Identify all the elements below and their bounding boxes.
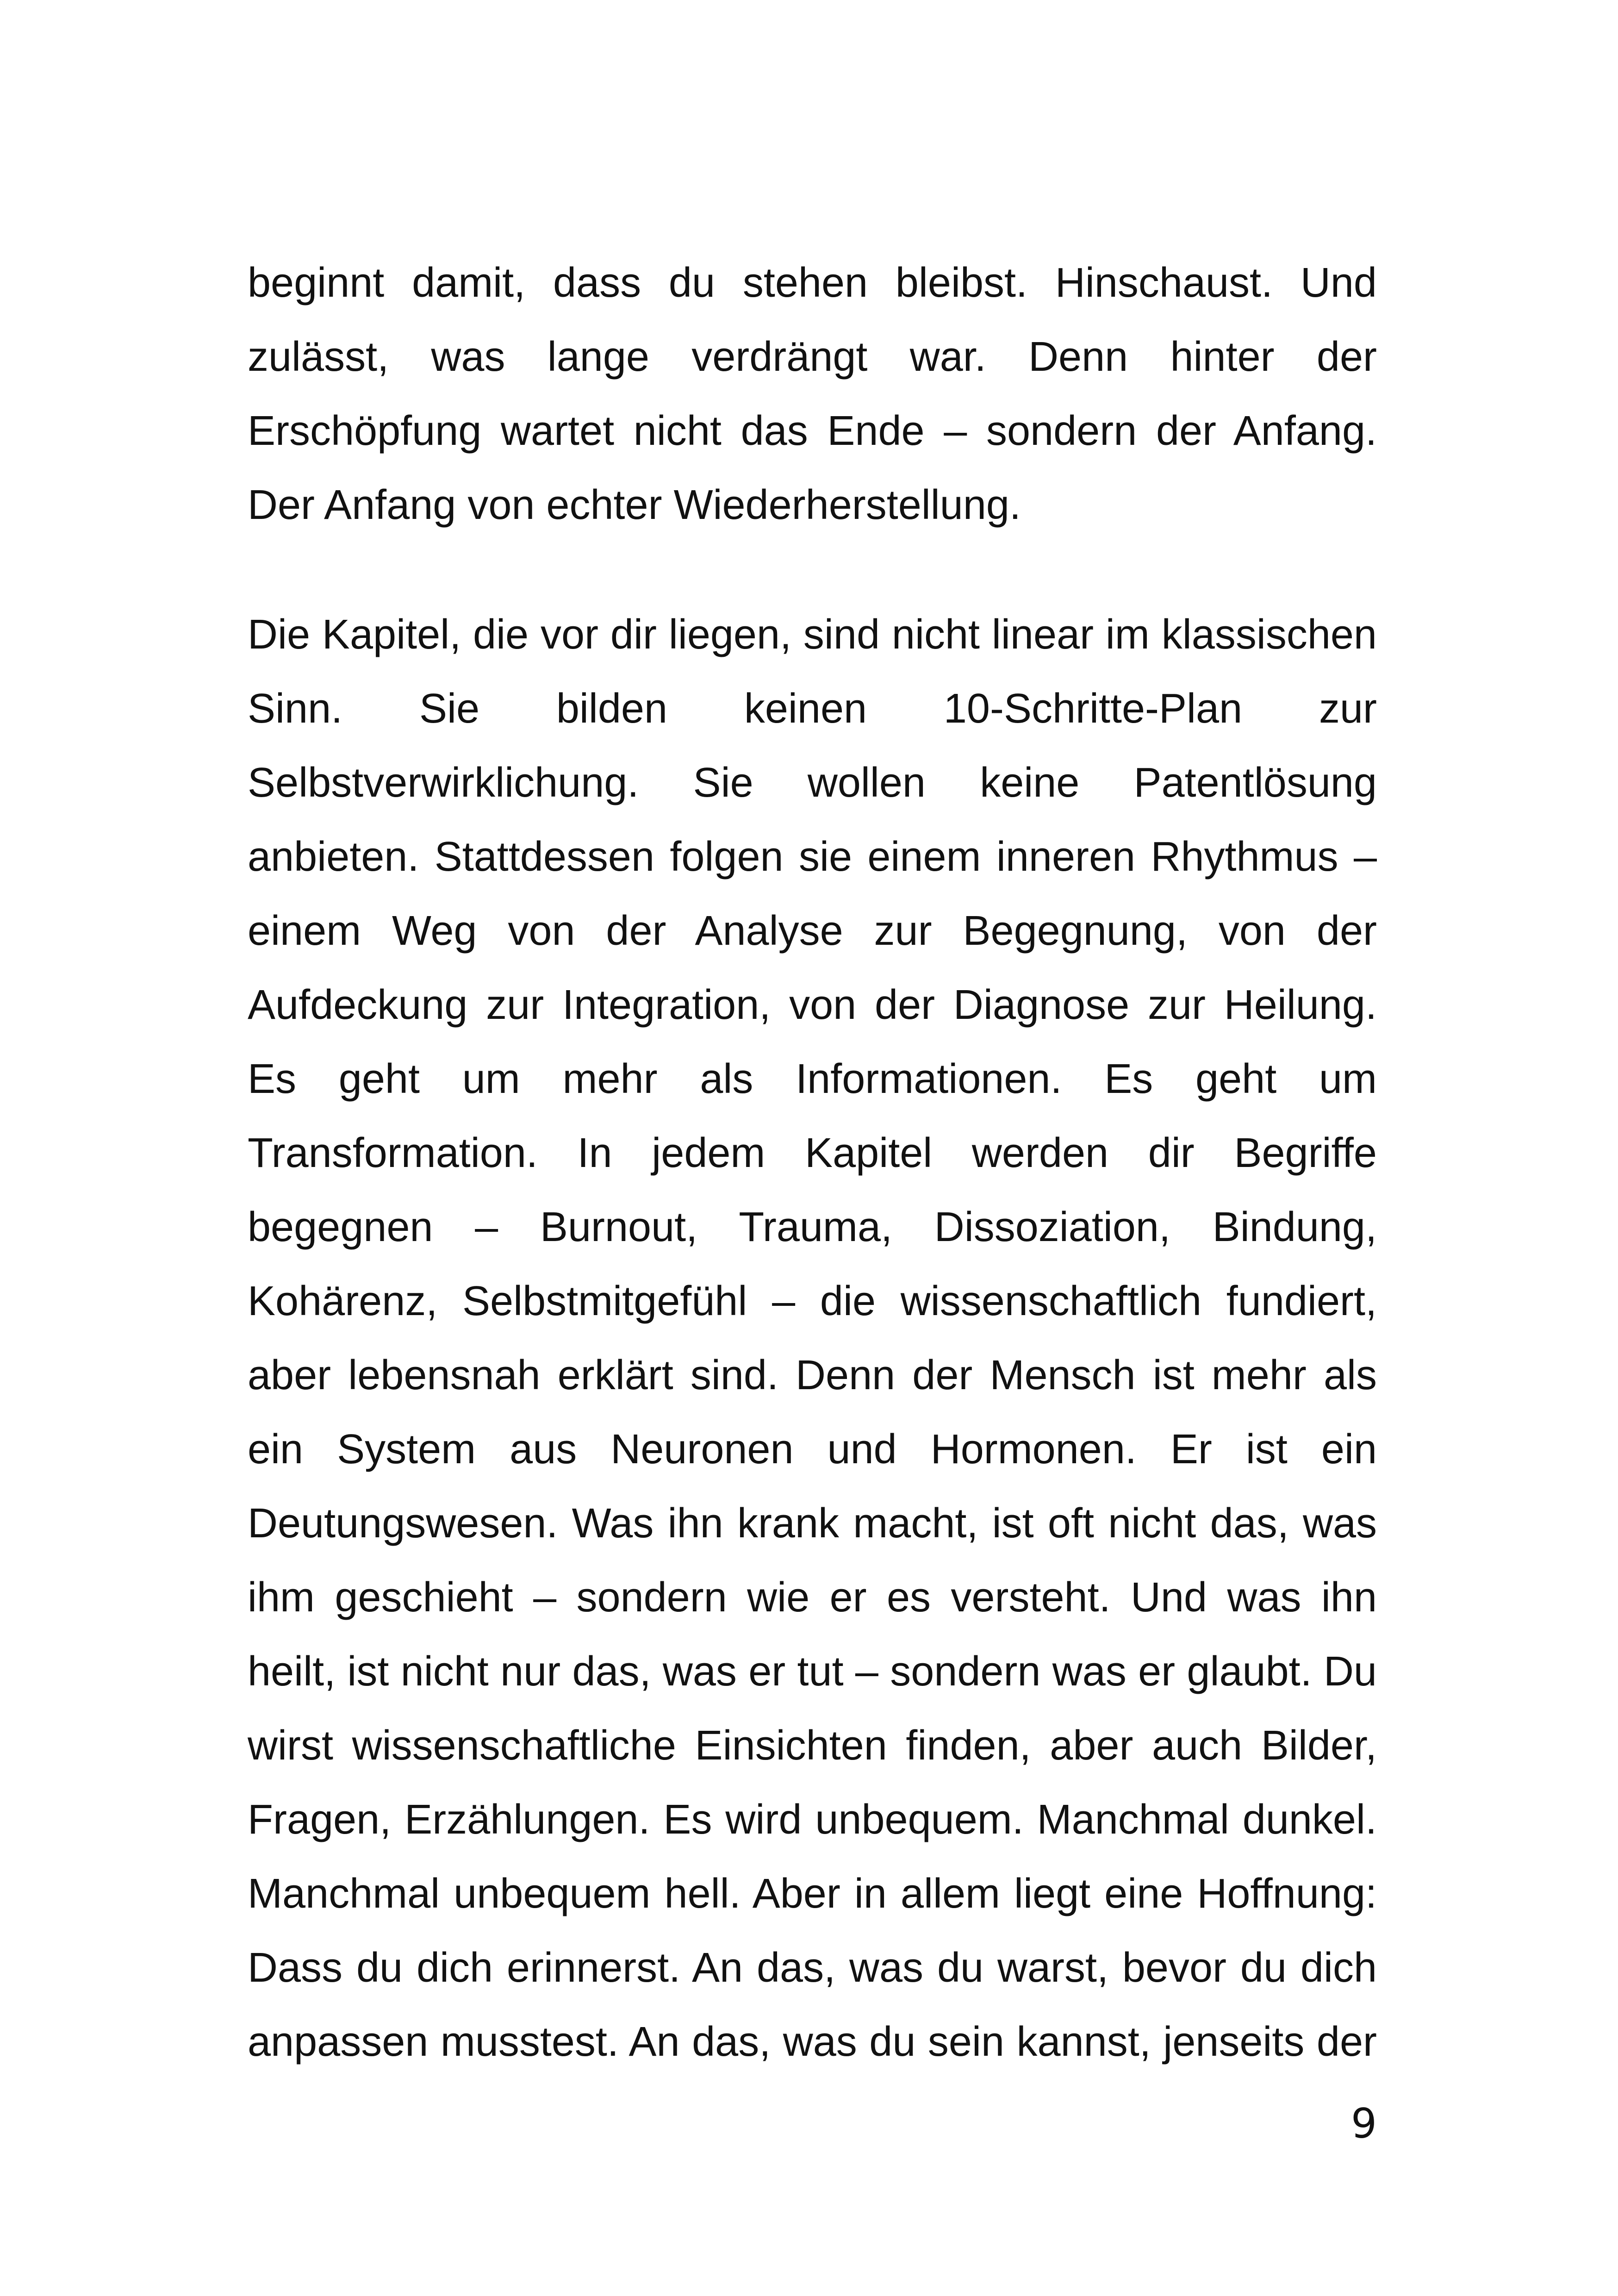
text-line: Deutungswesen. Was ihn krank macht, ist oft nicht das, was [248, 1500, 1377, 1547]
paragraph-2 [248, 598, 1377, 2079]
text-line: Kohärenz, Selbstmitgefühl – die wissenschaftlich fundiert, [248, 1278, 1377, 1324]
text-line: ihm geschieht – sondern wie er es versteht. Und was ihn [248, 1574, 1377, 1621]
paragraph-1 [248, 246, 1377, 542]
text-line: Transformation. In jedem Kapitel werden dir Begriffe [248, 1130, 1377, 1176]
text-line: begegnen – Burnout, Trauma, Dissoziation, Bindung, [248, 1204, 1377, 1250]
text-line: Der Anfang von echter Wiederherstellung. [248, 482, 1021, 528]
text-line: Manchmal unbequem hell. Aber in allem liegt eine Hoffnung: [248, 1871, 1377, 1917]
text-line: Erschöpfung wartet nicht das Ende – sondern der Anfang. [248, 408, 1377, 454]
text-line: Dass du dich erinnerst. An das, was du warst, bevor du dich [248, 1945, 1377, 1991]
text-line: Die Kapitel, die vor dir liegen, sind nicht linear im klassischen [248, 611, 1377, 658]
text-line: Selbstverwirklichung. Sie wollen keine Patentlösung [248, 760, 1377, 806]
text-line: einem Weg von der Analyse zur Begegnung, von der [248, 908, 1377, 954]
text-line: wirst wissenschaftliche Einsichten finden, aber auch Bilder, [248, 1722, 1377, 1769]
text-line: anbieten. Stattdessen folgen sie einem inneren Rhythmus – [248, 834, 1377, 880]
text-line: ein System aus Neuronen und Hormonen. Er ist ein [248, 1426, 1377, 1472]
text-line: beginnt damit, dass du stehen bleibst. Hinschaust. Und [248, 260, 1377, 306]
text-line: Es geht um mehr als Informationen. Es geht um [248, 1056, 1377, 1102]
text-line: aber lebensnah erklärt sind. Denn der Mensch ist mehr als [248, 1352, 1377, 1398]
text-line: anpassen musstest. An das, was du sein kannst, jenseits der [248, 2019, 1377, 2065]
text-line: Sinn. Sie bilden keinen 10-Schritte-Plan zur [248, 686, 1377, 732]
text-line: zulässt, was lange verdrängt war. Denn hinter der [248, 334, 1377, 380]
text-line: Aufdeckung zur Integration, von der Diagnose zur Heilung. [248, 982, 1377, 1028]
text-line: heilt, ist nicht nur das, was er tut – sondern was er glaubt. Du [248, 1648, 1377, 1695]
text-line: Fragen, Erzählungen. Es wird unbequem. Manchmal dunkel. [248, 1797, 1377, 1843]
page-number: 9 [1351, 2100, 1377, 2147]
